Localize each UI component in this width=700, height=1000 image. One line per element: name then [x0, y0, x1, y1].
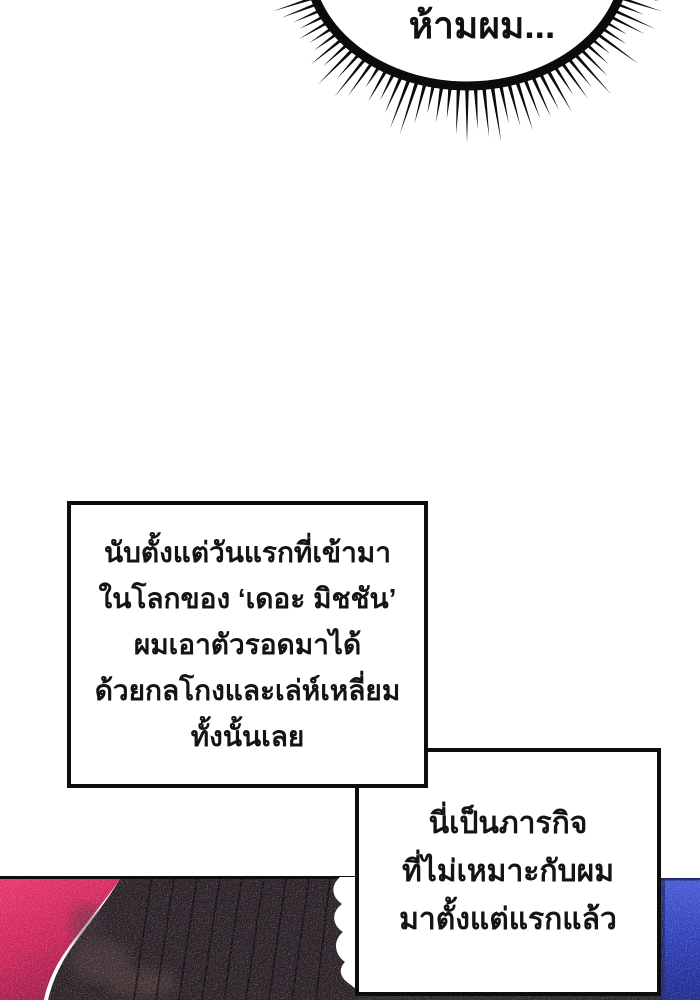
narration-box-1: [67, 501, 428, 788]
narration-line: ทั้งนั้นเลย: [190, 720, 305, 752]
burst-bubble-text: ห้ามผม...: [408, 5, 556, 46]
narration-line: มาตั้งแต่แรกแล้ว: [399, 903, 617, 936]
narration-line: นี่เป็นภารกิจ: [428, 807, 588, 840]
narration-line: นับตั้งแต่วันแรกที่เข้ามา: [104, 536, 391, 568]
panel-border-line: [0, 876, 360, 880]
narration-line: ในโลกของ ‘เดอะ มิชชัน’: [98, 582, 397, 614]
narration-line: ผมเอาตัวรอดมาได้: [133, 628, 362, 660]
narration-line: ด้วยกลโกงและเล่ห์เหลี่ยม: [94, 674, 401, 706]
burst-speech-bubble: [0, 0, 700, 150]
narration-line: ที่ไม่เหมาะกับผม: [402, 855, 614, 888]
